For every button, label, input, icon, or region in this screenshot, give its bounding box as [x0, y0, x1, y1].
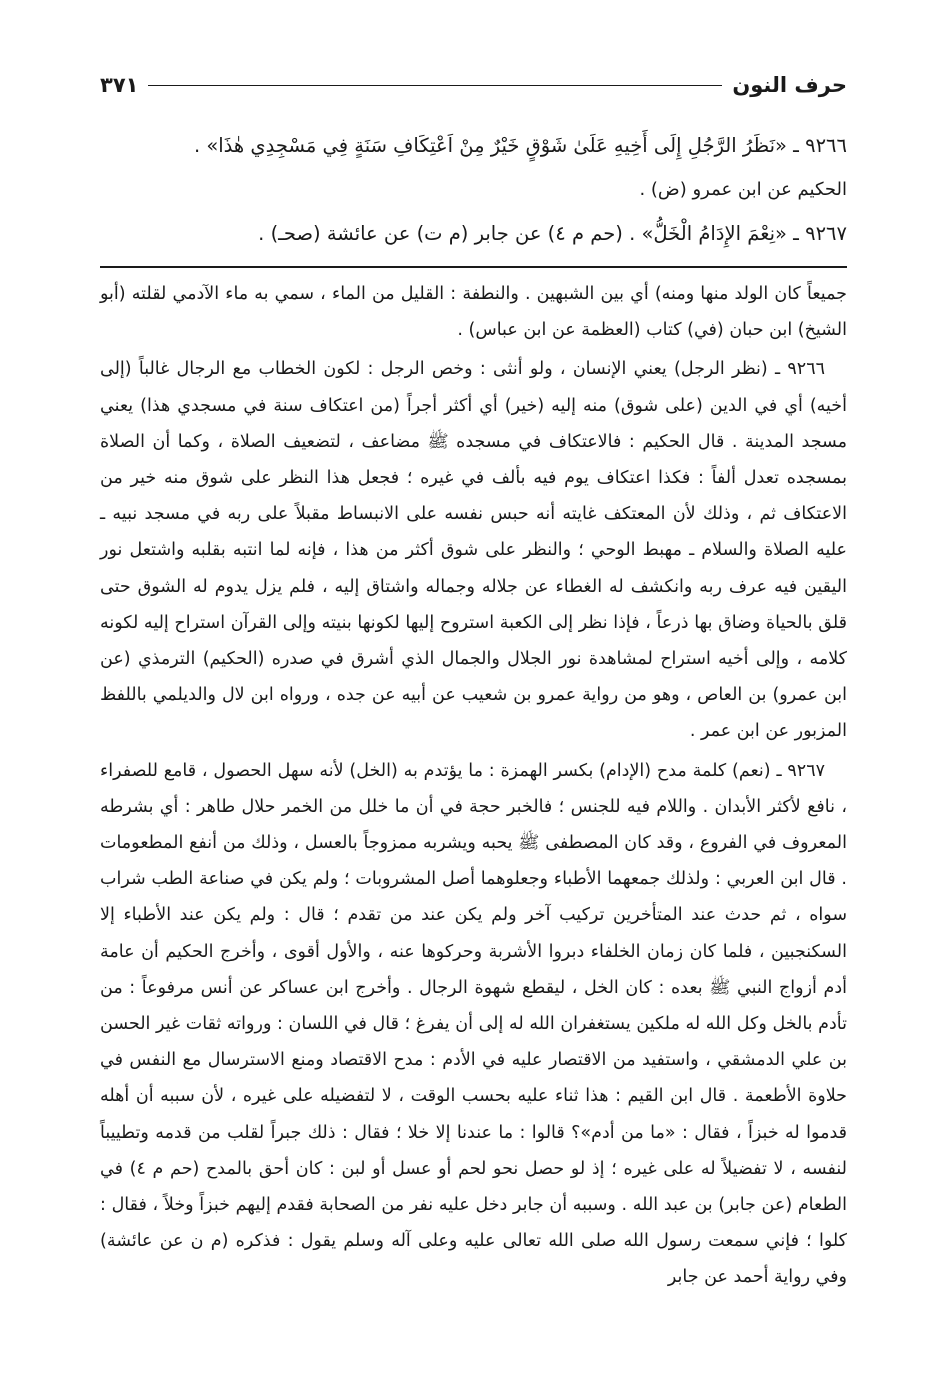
- hadith-9266-source: الحكيم عن ابن عمرو (ض) .: [639, 179, 847, 200]
- commentary-paragraph-1: جميعاً كان الولد منها ومنه) أي بين الشبهين . والنطفة : القليل من الماء ، سمي به ماء الآدمي لقلته (أبو الشيخ) ابن حبان (في) كتاب (العظمة عن ابن عباس) .: [100, 284, 847, 341]
- commentary-paragraph-9267: ٩٢٦٧ ـ (نعم) كلمة مدح (الإدام) بكسر الهمزة : ما يؤتدم به (الخل) لأنه سهل الحصول ، قامع للصفراء ، نافع لأكثر الأبدان . واللام فيه للجنس ؛ فالخبر حجة في أن ما خلل من الخمر حلال طاهر : أي بشرطه المعروف في الفروع ، وقد كان المصطفى ﷺ يحبه ويشربه ممزوجاً بالعسل ، وذلك من أنفع المطعومات . قال ابن العربي : ولذلك جمعهما الأطباء وجعلوهما أصل المشروبات ؛ ولم يكن في صناعة الطب شراب سواه ، ثم حدث عند المتأخرين تركيب آخر ولم يكن عند من تقدم ؛ قال : ولم يكن عند الأطباء إلا السكنجبين ، فلما كان زمان الخلفاء دبروا الأشربة وحركوها عنه ، والأول أقوى ، وأخرج الحكيم أن عامة أدم أزواج النبي ﷺ بعده : كان الخل ، ليقطع شهوة الرجال . وأخرج ابن عساكر عن أنس مرفوعاً : من تأدم بالخل وكل الله له ملكين يستغفران الله له إلى أن يفرغ ؛ قال في اللسان : ورواته ثقات غير الحسن بن علي الدمشقي ، واستفيد من الاقتصار عليه في الأدم : مدح الاقتصاد ومنع الاسترسال مع النفس في حلاوة الأطعمة . قال ابن القيم : هذا ثناء عليه بحسب الوقت ، لا لتفضيله على غيره ، لأن سببه أن أهله قدموا له خبزاً ، فقال : «ما من أدم»؟ قالوا : ما عندنا إلا خلا ؛ فقال : ذلك جبراً لقلب من قدمه وتطييباً لنفسه ، لا تفضيلاً له على غيره ؛ إذ لو حصل نحو لحم أو عسل أو لبن : كان أحق بالمدح (حم م ٤) في الطعام (عن جابر) بن عبد الله . وسببه أن جابر دخل عليه نفر من الصحابة فقدم إليهم خبزاً وخلاً ، فقال : كلوا ؛ فإني سمعت رسول الله صلى الله تعالى عليه وعلى آله وسلم يقول : فذكره (م ن عن عائشة) وفي رواية أحمد عن جابر: [100, 760, 847, 1288]
- hadith-9266: ٩٢٦٦ ـ «نَظَرُ الرَّجُلِ إِلَى أَخِيهِ عَلَىٰ شَوْقٍ خَيْرٌ مِنْ اَعْتِكَافِ سَنَةٍ فِي مَسْجِدِي هٰذَا» .: [193, 134, 847, 157]
- hadith-9267: ٩٢٦٧ ـ «نِعْمَ الإِدَامُ الْخَلُّ» . (حم م ٤) عن جابر (م ت) عن عائشة (صحـ) .: [258, 222, 847, 245]
- page-header: [100, 60, 847, 110]
- header-rule: [148, 85, 722, 86]
- commentary-paragraph-9266: ٩٢٦٦ ـ (نظر الرجل) يعني الإنسان ، ولو أنثى : وخص الرجل : لكون الخطاب مع الرجال غالباً (إلى أخيه) أي في الدين (على شوق) منه إليه (خير) أي أكثر أجراً (من اعتكاف سنة في مسجدي هذا) يعني مسجد المدينة . قال الحكيم : فالاعتكاف في مسجده ﷺ مضاعف ، لتضعيف الصلاة ، وكما أن الصلاة بمسجده تعدل ألفاً : فكذا اعتكاف يوم فيه بألف في غيره ؛ فجعل هذا النظر على شوق منه خير من الاعتكاف ثم ، وذلك لأن المعتكف غايته أنه حبس نفسه على الانبساط مقبلاً على ربه في مسجد نبيه ـ عليه الصلاة والسلام ـ مهبط الوحي ؛ والنظر على شوق أكثر من هذا ، فإنه لما انتبه بقلبه واشتعل نور اليقين فيه عرف ربه وانكشف له الغطاء عن جلاله وجماله واشتاق إليه ، فلم يزل يدوم له الشوق حتى قلق بالحياة وضاق بها ذرعاً ، فإذا نظر إلى الكعبة استروح إليها لكونها بنيته وإلى القرآن استراح إليه لكونه كلامه ، وإلى أخيه استراح لمشاهدة نور الجلال والجمال الذي أشرق في صدره (الحكيم) الترمذي (عن ابن عمرو) بن العاص ، وهو من رواية عمرو بن شعيب عن أبيه عن جده ، ورواه ابن لال والديلمي باللفظ المزبور عن ابن عمر .: [100, 359, 847, 742]
- page-number: ٣٧١: [100, 73, 139, 97]
- chapter-title: حرف النون: [732, 73, 847, 97]
- main-text: [100, 124, 847, 256]
- commentary: [100, 276, 847, 1296]
- section-divider: [100, 266, 847, 268]
